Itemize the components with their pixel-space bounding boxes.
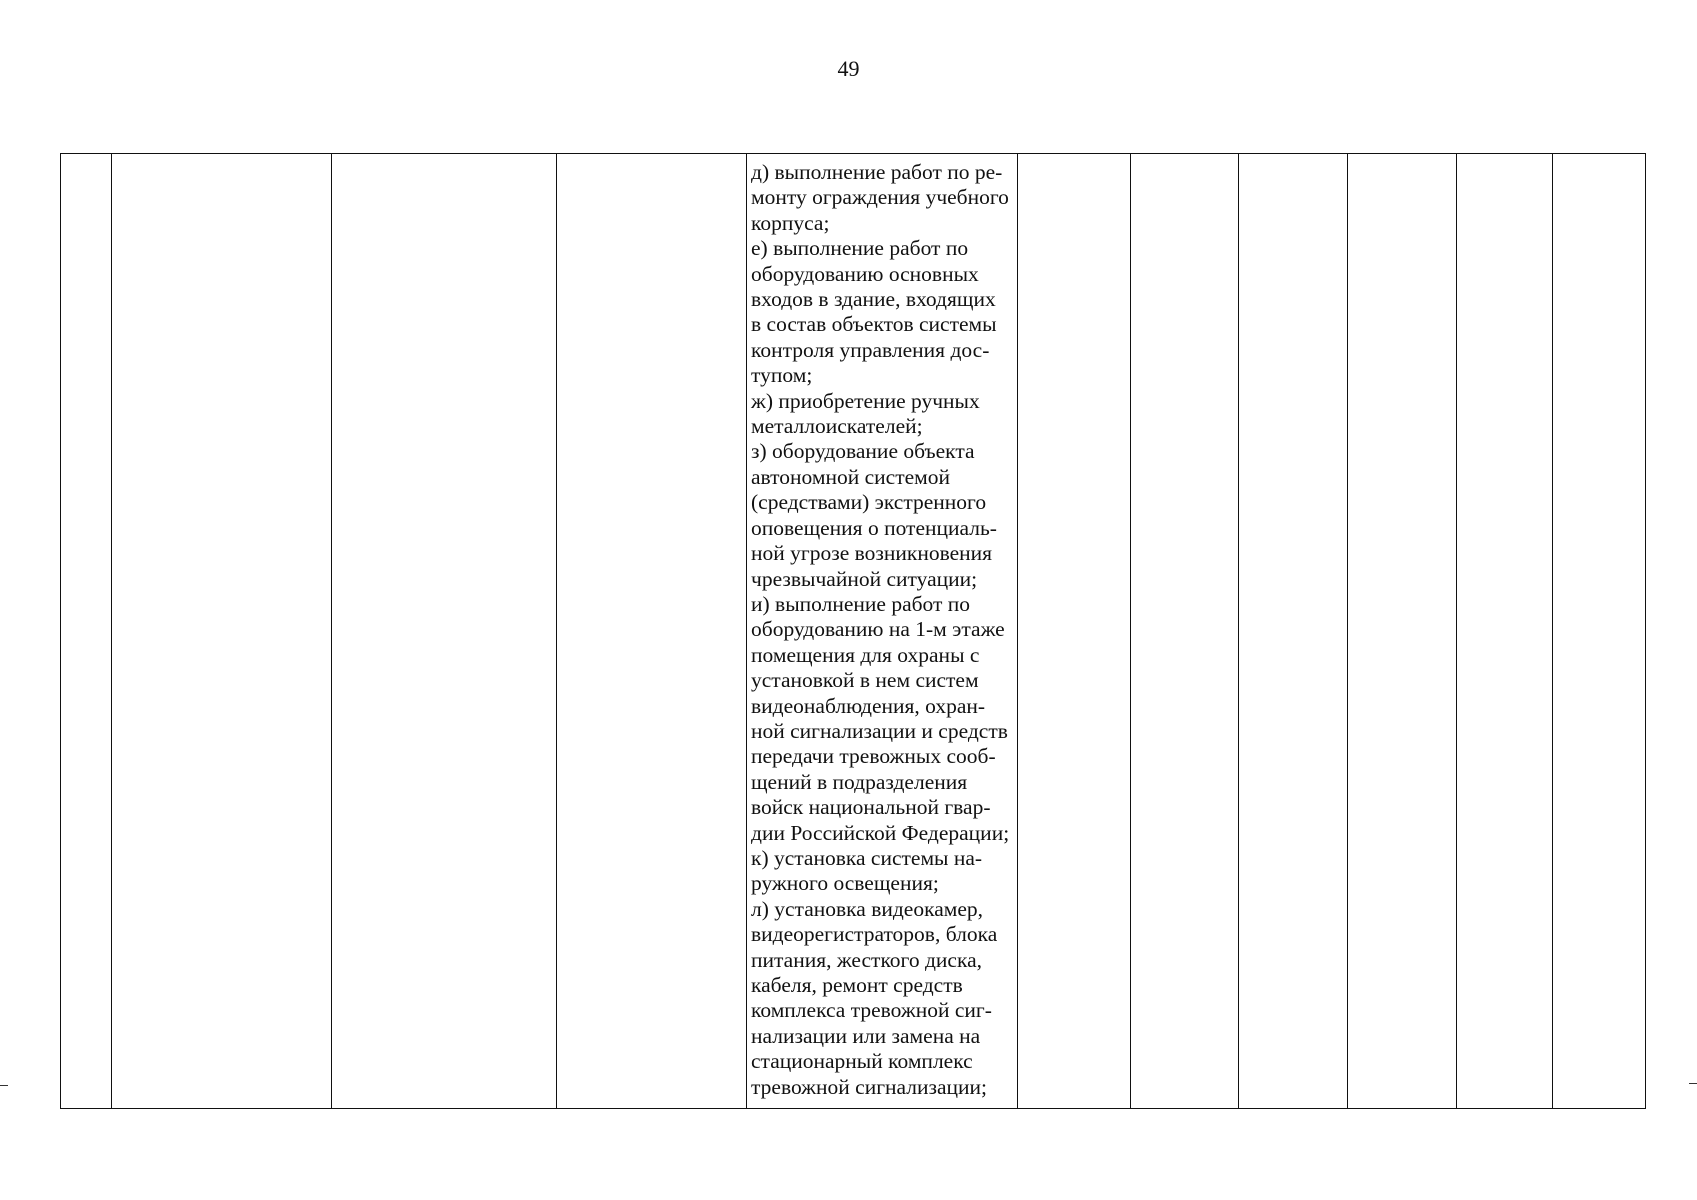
measure-line: передачи тревожных сооб- — [751, 744, 996, 769]
table-cell-col-10 — [1457, 154, 1553, 1109]
table-cell-col-9 — [1348, 154, 1457, 1109]
measure-line: войск национальной гвар- — [751, 795, 991, 820]
measure-line: (средствами) экстренного — [751, 490, 987, 515]
measure-line: чрезвычайной ситуации; — [751, 566, 978, 591]
table-cell-col-2 — [112, 154, 332, 1109]
measure-line: питания, жесткого диска, — [751, 947, 982, 972]
table-cell-col-1 — [61, 154, 112, 1109]
measure-line: ной сигнализации и средств — [751, 718, 1008, 743]
measure-line: дии Российской Федерации; — [751, 820, 1010, 845]
measure-line: тревожной сигнализации; — [751, 1074, 988, 1099]
measure-line: ж) приобретение ручных — [751, 388, 980, 413]
table-cell-col-7 — [1131, 154, 1239, 1109]
table-row — [61, 154, 1646, 1109]
measure-line: автономной системой — [751, 464, 951, 489]
measure-line: контроля управления дос- — [751, 337, 990, 362]
measure-line: щений в подразделения — [751, 769, 968, 794]
page-number: 49 — [837, 56, 860, 81]
measure-line: монту ограждения учебного — [751, 185, 1009, 210]
measure-line: ружного освещения; — [751, 871, 939, 896]
measure-line: оборудованию на 1-м этаже — [751, 617, 1005, 642]
table-cell-col-8 — [1239, 154, 1348, 1109]
measure-line: видеонаблюдения, охран- — [751, 693, 986, 718]
table-cell-measures-text — [747, 154, 1018, 1109]
measure-line: входов в здание, входящих — [751, 287, 996, 312]
measure-line: нализации или замена на — [751, 1023, 981, 1048]
measure-line: оповещения о потенциаль- — [751, 515, 997, 540]
measure-line: кабеля, ремонт средств — [751, 973, 963, 997]
measure-line: е) выполнение работ по — [751, 236, 969, 261]
measure-line: помещения для охраны с — [751, 642, 980, 667]
table-cell-col-4 — [557, 154, 747, 1109]
document-table — [60, 153, 1646, 1109]
measure-line: корпуса; — [751, 210, 830, 235]
table-cell-col-6 — [1018, 154, 1131, 1109]
table-cell-col-11 — [1553, 154, 1646, 1109]
measure-line: д) выполнение работ по ре- — [751, 160, 1003, 184]
table-cell-col-3 — [332, 154, 557, 1109]
measure-line: видеорегистраторов, блока — [751, 922, 998, 947]
measure-line: и) выполнение работ по — [751, 591, 971, 616]
left-margin-mark — [0, 1085, 8, 1086]
measure-line: з) оборудование объекта — [751, 439, 975, 464]
measure-line: тупом; — [751, 363, 813, 388]
measure-line: ной угрозе возникновения — [751, 541, 993, 566]
measure-line: в состав объектов системы — [751, 312, 997, 337]
measure-line: к) установка системы на- — [751, 845, 983, 870]
measure-line: л) установка видеокамер, — [751, 896, 984, 921]
measure-line: оборудованию основных — [751, 261, 979, 286]
measure-line: стационарный комплекс — [751, 1049, 973, 1074]
measure-line: комплекса тревожной сиг- — [751, 998, 992, 1023]
measure-line: металлоискателей; — [751, 414, 923, 439]
right-margin-mark — [1689, 1083, 1697, 1084]
measure-line: установкой в нем систем — [751, 668, 979, 693]
